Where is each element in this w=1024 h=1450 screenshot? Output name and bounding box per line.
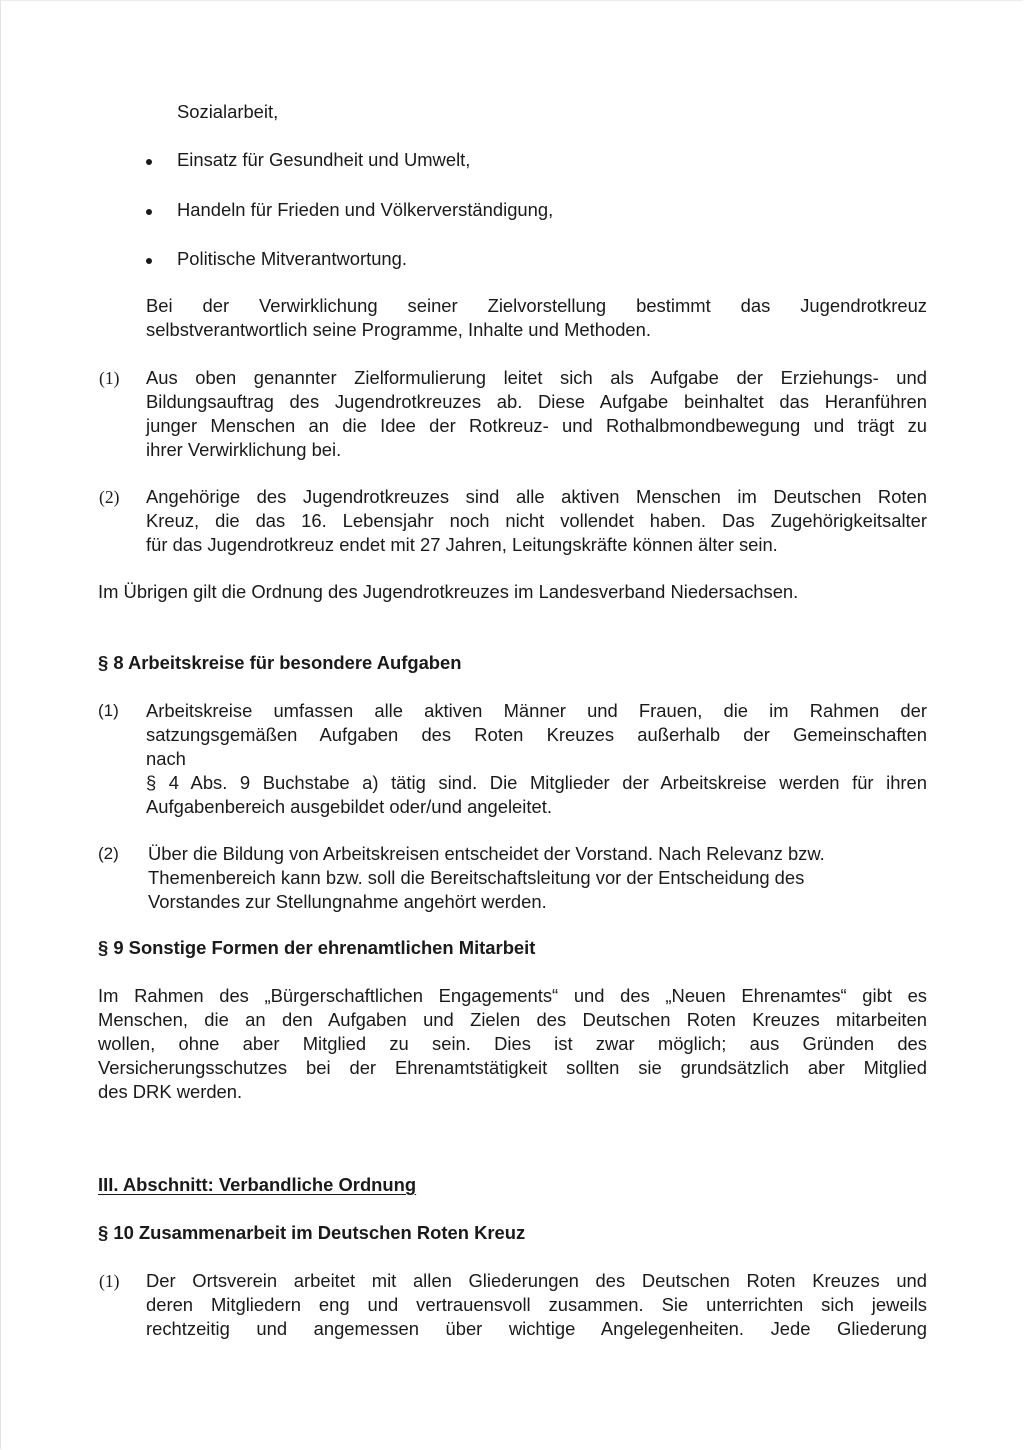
bullet-icon — [146, 258, 152, 264]
jrk-item-2: Angehörige des Jugendrotkreuzes sind alle aktiven Menschen im Deutschen Roten Kreuz, die das 16. Lebensjahr noch nicht vollendet haben. Das Zugehörigkeitsalter für das Jugendrotkreuz endet mit 27 Jahren, Leitungskräfte können älter sein. — [146, 486, 927, 555]
item-number: (1) — [99, 1271, 120, 1291]
item-number: (1) — [99, 368, 120, 388]
part-3-heading: III. Abschnitt: Verbandliche Ordnung — [98, 1174, 417, 1195]
section-9-paragraph: Im Rahmen des „Bürgerschaftlichen Engagements“ und des „Neuen Ehrenamtes“ gibt es Menschen, die an den Aufgaben und Zielen des Deutschen Roten Kreuzes mitarbeiten wollen, ohne aber Mitglied zu sein. Dies ist zwar möglich; aus Gründen des Versicherungsschutzes bei der Ehrenamtstätigkeit sollten sie grundsätzlich aber Mitglied des DRK werden. — [98, 985, 927, 1102]
bullet-item: Politische Mitverantwortung. — [177, 248, 407, 269]
section-10-heading: § 10 Zusammenarbeit im Deutschen Roten Kreuz — [98, 1222, 526, 1243]
bullet-item: Handeln für Frieden und Völkerverständigung, — [177, 199, 554, 220]
section-8-heading: § 8 Arbeitskreise für besondere Aufgaben — [98, 652, 462, 673]
section-9-heading: § 9 Sonstige Formen der ehrenamtlichen Mitarbeit — [98, 937, 536, 958]
jrk-closing-sentence: Im Übrigen gilt die Ordnung des Jugendrotkreuzes im Landesverband Niedersachsen. — [98, 581, 799, 602]
section-8-item-1: Arbeitskreise umfassen alle aktiven Männer und Frauen, die im Rahmen der satzungsgemäßen Aufgaben des Roten Kreuzes außerhalb der Gemeinschaften nach § 4 Abs. 9 Buchstabe a) tätig sind. Die Mitglieder der Arbeitskreise werden für ihren Aufgabenbereich ausgebildet oder/und angeleitet. — [146, 700, 927, 817]
item-number: (2) — [98, 844, 119, 863]
continuation-line: Sozialarbeit, — [177, 101, 279, 122]
section-10-item-1: Der Ortsverein arbeitet mit allen Gliederungen des Deutschen Roten Kreuzes und deren Mitgliedern eng und vertrauensvoll zusammen. Sie unterrichten sich jeweils rechtzeitig und angemessen über wichtige Angelegenheiten. Jede Gliederung — [146, 1270, 927, 1339]
bullet-item: Einsatz für Gesundheit und Umwelt, — [177, 149, 471, 170]
jrk-item-1: Aus oben genannter Zielformulierung leitet sich als Aufgabe der Erziehungs- und Bildungsauftrag des Jugendrotkreuzes ab. Diese Aufgabe beinhaltet das Heranführen junger Menschen an die Idee der Rotkreuz- und Rothalbmondbewegung und trägt zu ihrer Verwirklichung bei. — [146, 367, 927, 460]
bullet-icon — [146, 209, 152, 215]
section-8-item-2: Über die Bildung von Arbeitskreisen entscheidet der Vorstand. Nach Relevanz bzw. Themenbereich kann bzw. soll die Bereitschaftsleitung vor der Entscheidung des Vorstandes zur Stellungnahme angehört werden. — [148, 843, 825, 912]
item-number: (2) — [99, 487, 120, 507]
bullet-icon — [146, 159, 152, 165]
item-number: (1) — [98, 701, 119, 720]
jrk-methods-paragraph: Bei der Verwirklichung seiner Zielvorstellung bestimmt das Jugendrotkreuz selbstverantwortlich seine Programme, Inhalte und Methoden. — [146, 295, 927, 340]
